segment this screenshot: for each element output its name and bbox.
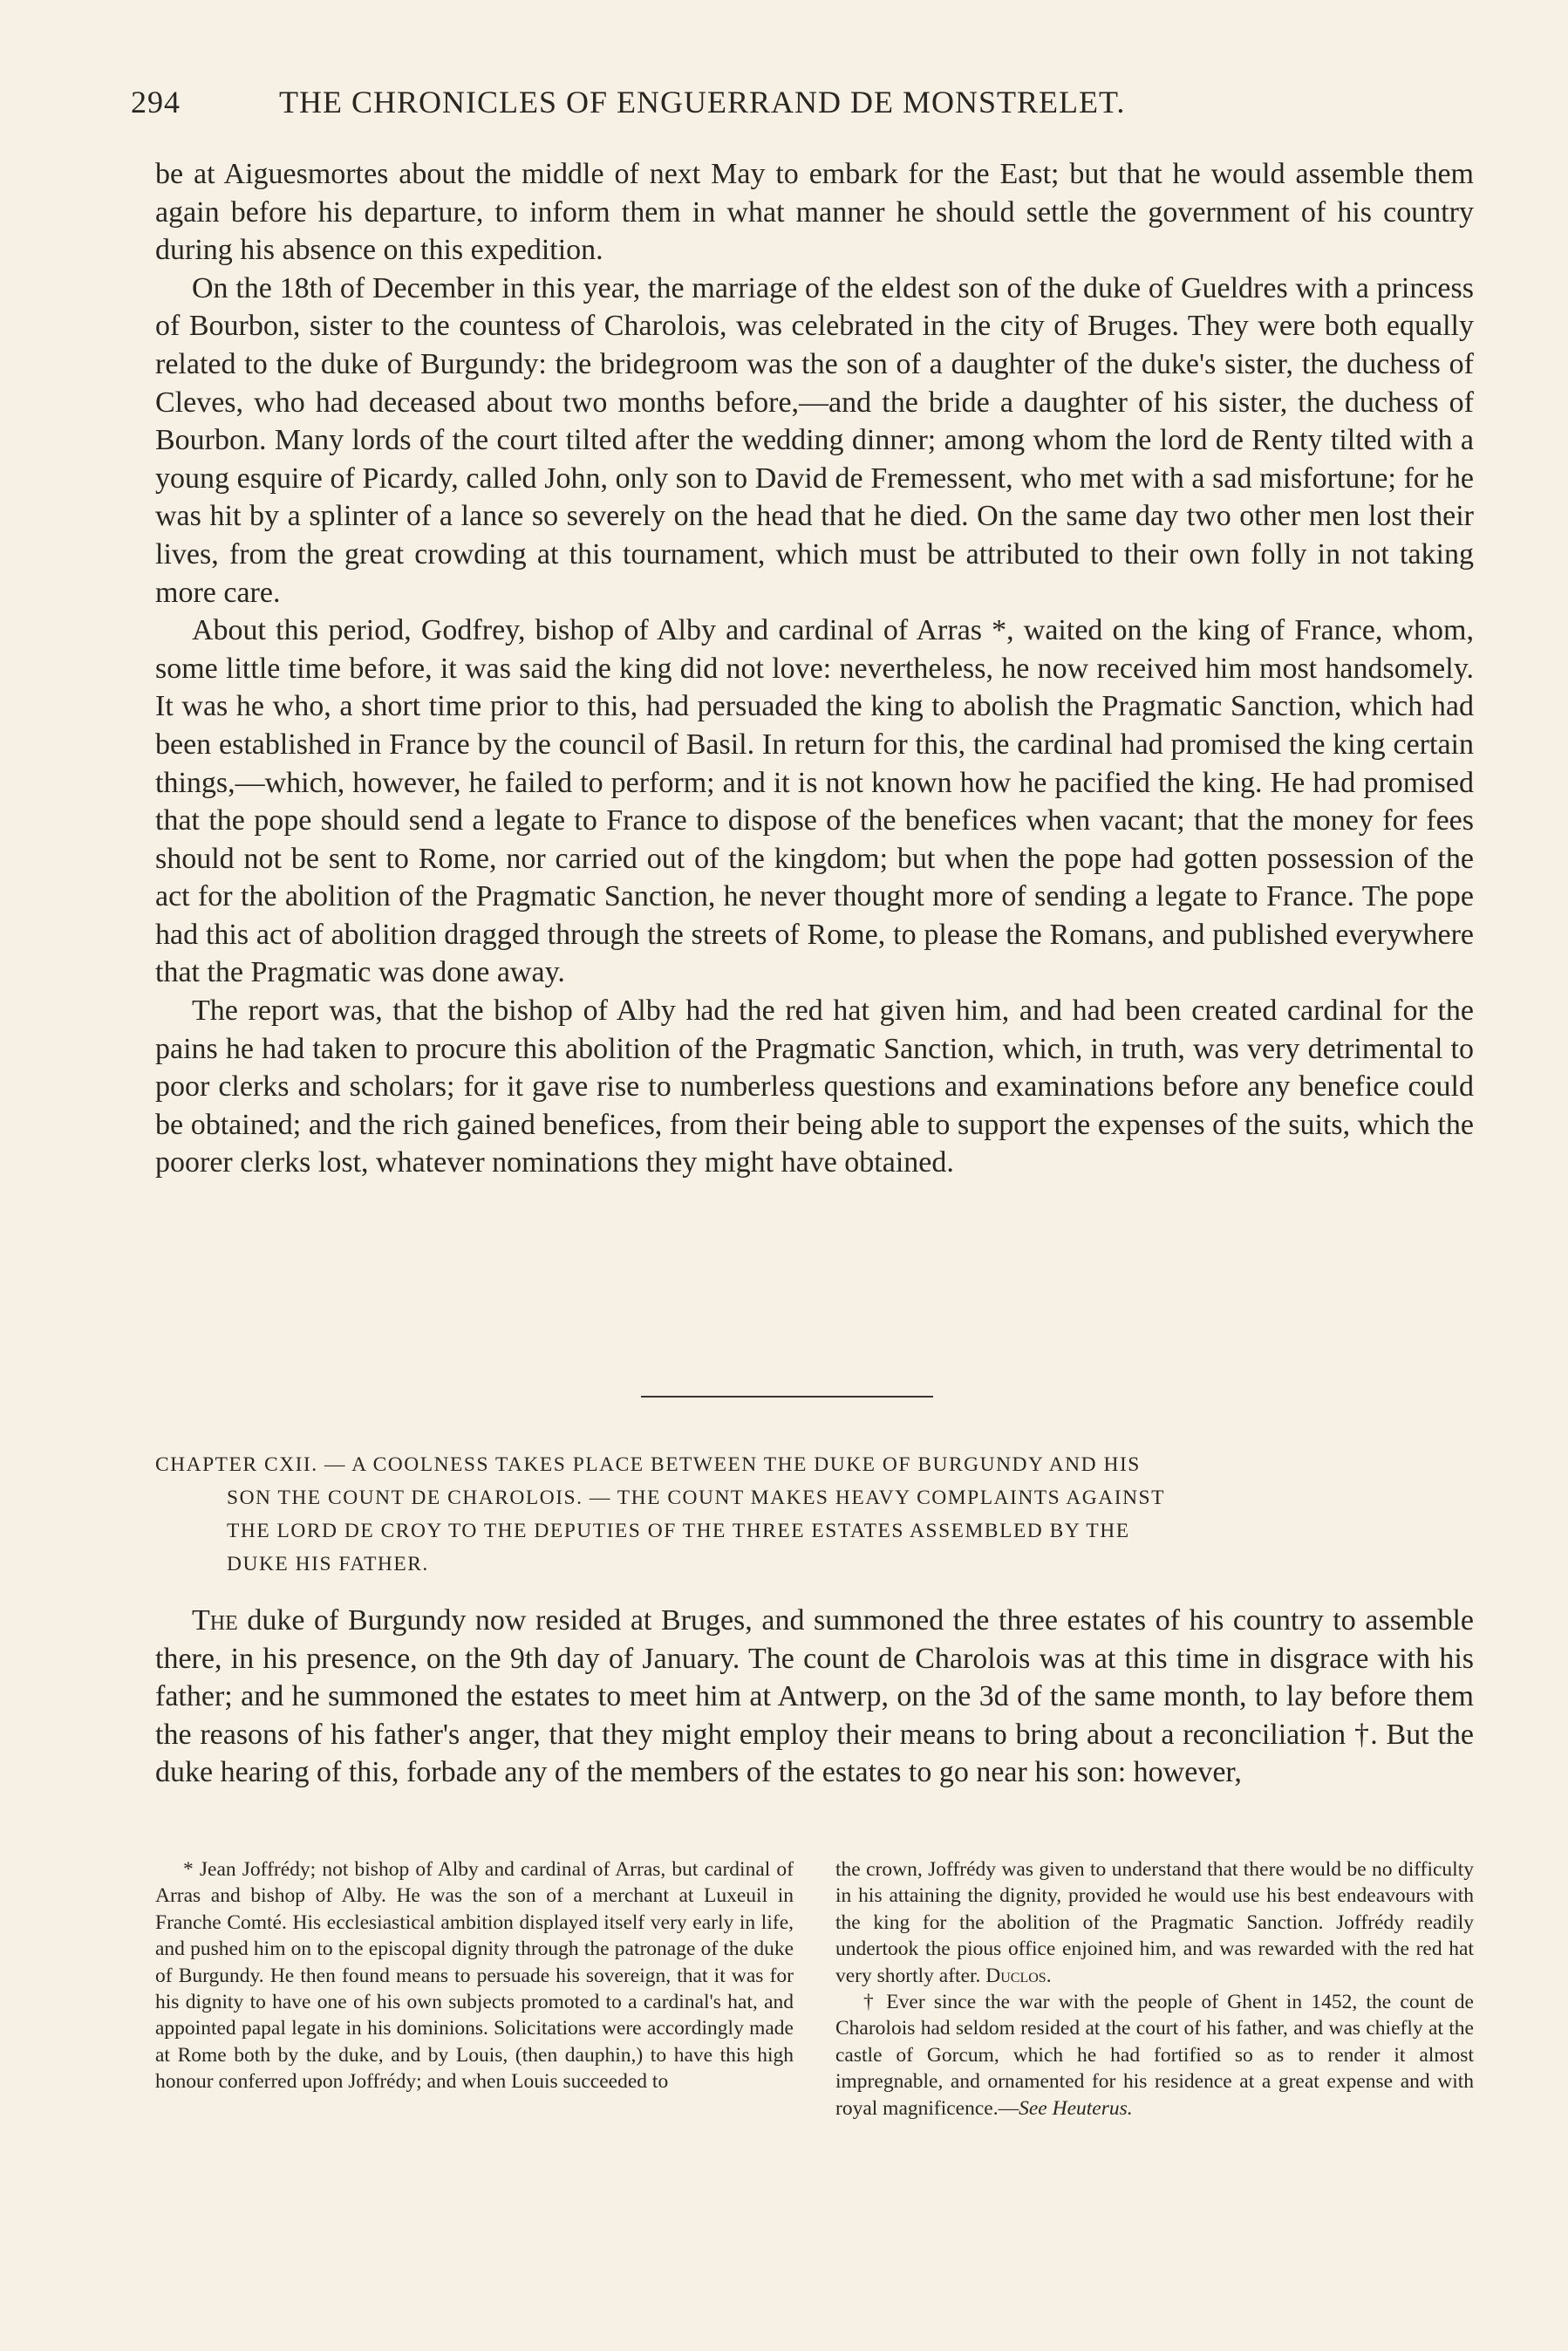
chapter-paragraph (155, 1602, 1474, 1792)
footnote-2-source: See Heuterus. (1019, 2096, 1133, 2120)
footnote-2 (835, 1989, 1474, 2122)
chapter-paragraph-text: duke of Burgundy now resided at Bruges, and summoned the three estates of his country to assemble there, in his presence, on the 9th day of January. The count de Charolois was at this time in disgrace with his father; and he summoned the estates to meet him at Antwerp, on the 3d of the same month, to lay before them the reasons of his father's anger, that they might employ their means to bring about a reconciliation †. But the duke hearing of this, forbade any of the members of the estates to go near his son: however, (155, 1604, 1475, 1789)
opening-word: The (192, 1604, 238, 1637)
chapter-heading-text: SON THE COUNT DE CHAROLOIS. — THE COUNT MAKES HEAVY COMPLAINTS AGAINST (227, 1486, 1165, 1509)
chapter-body (155, 1602, 1474, 1792)
paragraph: be at Aiguesmortes about the middle of next May to embark for the East; but that he would assemble them again before his departure, to inform them in what manner he should settle the government of his country during his absence on this expedition. (155, 158, 1474, 267)
running-title: THE CHRONICLES OF ENGUERRAND DE MONSTRELET. (279, 85, 1126, 120)
footnotes (155, 1856, 1474, 2122)
running-header (131, 84, 1500, 120)
page-number: 294 (131, 85, 181, 120)
chapter-heading-line (155, 1548, 1474, 1581)
section-divider (641, 1396, 933, 1398)
paragraph: The report was, that the bishop of Alby had the red hat given him, and had been created cardinal for the pains he had taken to procure this abolition of the Pragmatic Sanction, which, in truth, was very detrimental to poor clerks and scholars; for it gave rise to numberless questions and examinations before any benefice could be obtained; and the rich gained benefices, from their being able to support the expenses of the suits, which the poorer clerks lost, whatever nominations they might have obtained. (155, 994, 1474, 1179)
chapter-heading-line (155, 1448, 1474, 1481)
footnote-1-text: the crown, Joffrédy was given to understand that there would be no difficulty in his attaining the dignity, provided he would use his best endeavours with the king for the abolition of the Pragmatic Sanction. Joffrédy readily undertook the pious office enjoined him, and was rewarded with the red hat very shortly after. (835, 1858, 1474, 1987)
footnote-column-left (155, 1856, 794, 2122)
chapter-heading-text: DUKE HIS FATHER. (227, 1553, 429, 1575)
footnote-1-attribution: Duclos. (985, 1964, 1052, 1987)
footnote-1-continued (835, 1856, 1474, 1989)
footnote-1: * Jean Joffrédy; not bishop of Alby and cardinal of Arras, but cardinal of Arras and bishop of Alby. He was the son of a merchant at Luxeuil in Franche Comté. His ecclesiastical ambition displayed itself very early in life, and pushed him on to the episcopal dignity through the patronage of the duke of Burgundy. He then found means to persuade his sovereign, that it was for his dignity to have one of his own subjects promoted to a cardinal's hat, and appointed papal legate in his dominions. Solicitations were accordingly made at Rome both by the duke, and by Louis, (then dauphin,) to have this high honour conferred upon Joffrédy; and when Louis succeeded to (155, 1858, 794, 2094)
paragraph: On the 18th of December in this year, the marriage of the eldest son of the duke of Gueldres with a princess of Bourbon, sister to the countess of Charolois, was celebrated in the city of Bruges. They were both equally related to the duke of Burgundy: the bridegroom was the son of a daughter of the duke's sister, the duchess of Cleves, who had deceased about two months before,—and the bride a daughter of his sister, the duchess of Bourbon. Many lords of the court tilted after the wedding dinner; among whom the lord de Renty tilted with a young esquire of Picardy, called John, only son to David de Fremessent, who met with a sad misfortune; for he was hit by a splinter of a lance so severely on the head that he died. On the same day two other men lost their lives, from the great crowding at this tournament, which must be attributed to their own folly in not taking more care. (155, 271, 1474, 609)
chapter-heading-line (155, 1514, 1474, 1548)
body-text (155, 155, 1474, 1182)
footnote-2-text: † Ever since the war with the people of Ghent in 1452, the count de Charolois had seldom resided at the court of his father, and was chiefly at the castle of Gorcum, which he had fortified so as to render it almost impregnable, and ornamented for his residence at a great expense and with royal magnificence.— (835, 1991, 1474, 2120)
paragraph: About this period, Godfrey, bishop of Alby and cardinal of Arras *, waited on the king of France, whom, some little time before, it was said the king did not love: nevertheless, he now received him most handsomely. It was he who, a short time prior to this, had persuaded the king to abolish the Pragmatic Sanction, which had been established in France by the council of Basil. In return for this, the cardinal had promised the king certain things,—which, however, he failed to perform; and it is not known how he pacified the king. He had promised that the pope should send a legate to France to dispose of the benefices when vacant; that the money for fees should not be sent to Rome, nor carried out of the kingdom; but when the pope had gotten possession of the act for the abolition of the Pragmatic Sanction, he never thought more of sending a legate to France. The pope had this act of abolition dragged through the streets of Rome, to please the Romans, and published everywhere that the Pragmatic was done away. (155, 614, 1474, 989)
footnote-column-right (835, 1856, 1474, 2122)
chapter-heading-text: CHAPTER CXII. — A COOLNESS TAKES PLACE BETWEEN THE DUKE OF BURGUNDY AND HIS (155, 1453, 1141, 1476)
chapter-heading-line (155, 1481, 1474, 1514)
chapter-heading-text: THE LORD DE CROY TO THE DEPUTIES OF THE THREE ESTATES ASSEMBLED BY THE (227, 1520, 1130, 1542)
chapter-heading (155, 1448, 1474, 1581)
